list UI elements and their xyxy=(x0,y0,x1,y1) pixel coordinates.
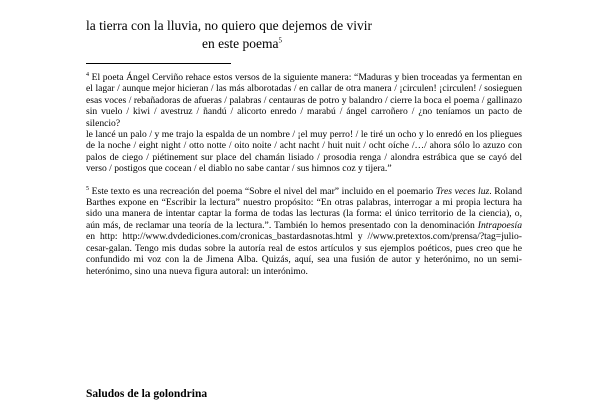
footnotes xyxy=(86,72,522,277)
footnote-4-text: El poeta Ángel Cerviño rehace estos versos de la siguiente manera: “Maduras y bien troceadas ya fermentan en el lagar / aunque mejor hicieran / las más alborotadas / en callar de otra manera / ¡circulen! ¡circulen! / sosieguen esas voces / rebañadoras de afueras / palabras / centauras de potro y balandro / cierre la boca el poema / gallinazo sin vuelo / kiwi / avestruz / ñandú / alicorto enredo / marabú / ángel carroñero / ¿no teníamos un pacto de silencio? xyxy=(86,72,522,129)
book-title: Tres veces luz xyxy=(435,185,490,197)
footnote-4-paragraph-2: le lancé un palo / y me trajo la espalda de un nombre / ¡el muy perro! / le tiré un ocho y lo enredó en los pliegues de la noche / eight night / otto notte / oito noite / acht nacht / huit nuit / ocht oíche /…/ ahora sólo lo azuzo con palos de ciego / piétinement sur place del chamán lisiado / prosodia renga / alondra estrábica que se cayó del verso / postigos que cocean / el diablo no sabe cantar / sus himnos coz y tijera.” xyxy=(86,129,522,175)
footnote-5-paragraph xyxy=(86,186,522,277)
footnote-5-text-c: en http: http://www.dvdediciones.com/cronicas_bastardasnotas.html y //www.pretextos.com/prensa/?tag=julio-cesar-galan. Tengo mis dudas sobre la autoría real de estos artículos y sus ejemplos poéticos, pues creo que he confundido mi voz con la de Jimena Alba. Quizás, aquí, sea una fusión de autor y heterónimo, no un semi-heterónimo, sino una nueva figura autoral: un interónimo. xyxy=(86,231,522,277)
intrapoesia-term: Intrapoesía xyxy=(477,219,522,231)
footnote-5-marker: 5 xyxy=(86,185,89,192)
footnote-4 xyxy=(86,72,522,175)
footnote-4-marker: 4 xyxy=(86,71,89,78)
poem-line-2 xyxy=(202,36,282,52)
footnote-reference-5[interactable]: 5 xyxy=(278,36,282,45)
footnote-5 xyxy=(86,186,522,277)
footnote-5-text-b: . Roland Barthes expone en “Escribir la lectura” nuestro propósito: “En otras palabras, interrogar a mi propia lectura ha sido una manera de intentar captar la forma de todas las lecturas (la forma: el único territorio de la ciencia), o, aún más, de reclamar una teoría de la lectura.”. También lo hemos presentado con la denominación xyxy=(86,185,522,231)
poem-line-2-text: en este poema xyxy=(202,36,279,51)
footnote-separator xyxy=(86,63,231,64)
section-title: Saludos de la golondrina xyxy=(86,388,208,400)
footnote-4-paragraph-1 xyxy=(86,72,522,129)
poem-line-1: la tierra con la lluvia, no quiero que dejemos de vivir xyxy=(86,18,373,33)
footnote-5-text-a: Este texto es una recreación del poema “Sobre el nivel del mar” incluido en el poemario xyxy=(89,185,436,197)
